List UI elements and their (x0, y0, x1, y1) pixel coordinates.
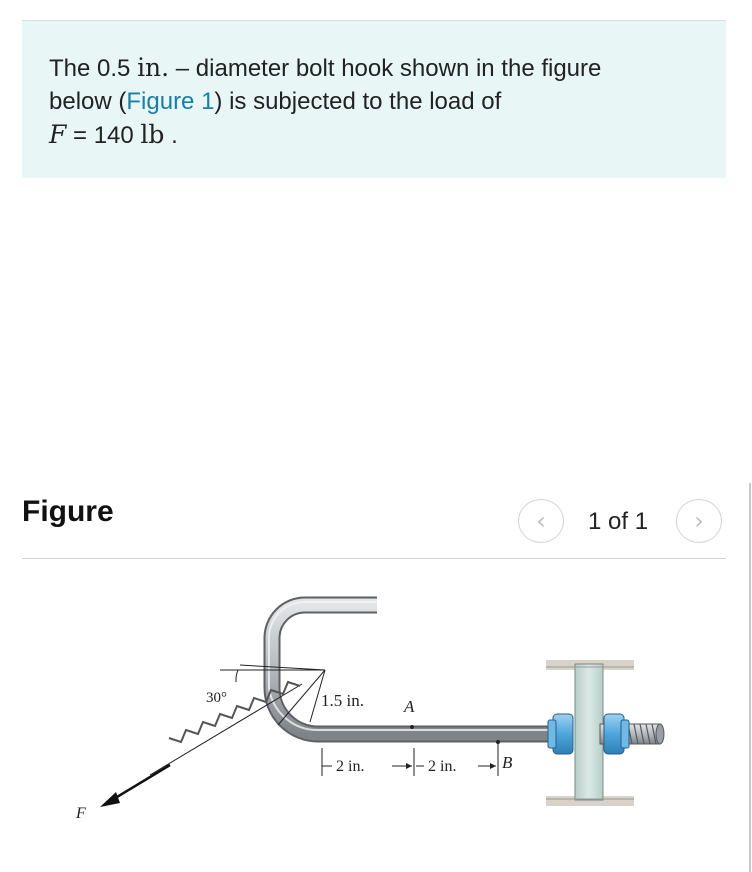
point-b-label: B (502, 753, 513, 772)
nut-left (548, 714, 573, 754)
point-b-marker (496, 740, 500, 744)
figure-heading: Figure (22, 495, 114, 528)
problem-line-1 (49, 51, 726, 85)
dimension-label-2: 2 in. (428, 758, 457, 775)
force-label: F (76, 805, 86, 822)
nut-right (604, 714, 629, 754)
unit-in: in. (137, 53, 170, 82)
chevron-right-icon: › (694, 507, 704, 535)
problem-line-3 (49, 118, 726, 152)
problem-text: below ( (49, 88, 127, 115)
dimension-label-1: 2 in. (336, 758, 365, 775)
angle-label: 30° (206, 690, 227, 706)
figure-link[interactable]: Figure 1 (126, 88, 215, 115)
next-figure-button[interactable] (676, 499, 722, 543)
problem-text: The 0.5 (49, 55, 138, 82)
problem-text: = 140 (66, 122, 141, 149)
page-indicator: 1 of 1 (588, 508, 649, 535)
problem-text: ) is subjected to the load of (214, 88, 502, 115)
bolt-hook-diagram (0, 560, 752, 872)
problem-text: . (164, 122, 178, 149)
problem-line-2 (49, 85, 726, 118)
figure-divider (22, 558, 726, 559)
problem-statement (22, 21, 726, 178)
radius-label: 1.5 in. (321, 691, 364, 710)
previous-figure-button[interactable] (518, 499, 564, 543)
problem-text: – diameter bolt hook shown in the figure (169, 55, 602, 82)
point-a-label: A (404, 697, 415, 716)
force-arrow (100, 765, 170, 807)
var-f: F (49, 120, 67, 149)
point-a-marker (410, 725, 414, 729)
unit-lb: lb (140, 120, 165, 149)
chevron-left-icon: ‹ (536, 507, 546, 535)
